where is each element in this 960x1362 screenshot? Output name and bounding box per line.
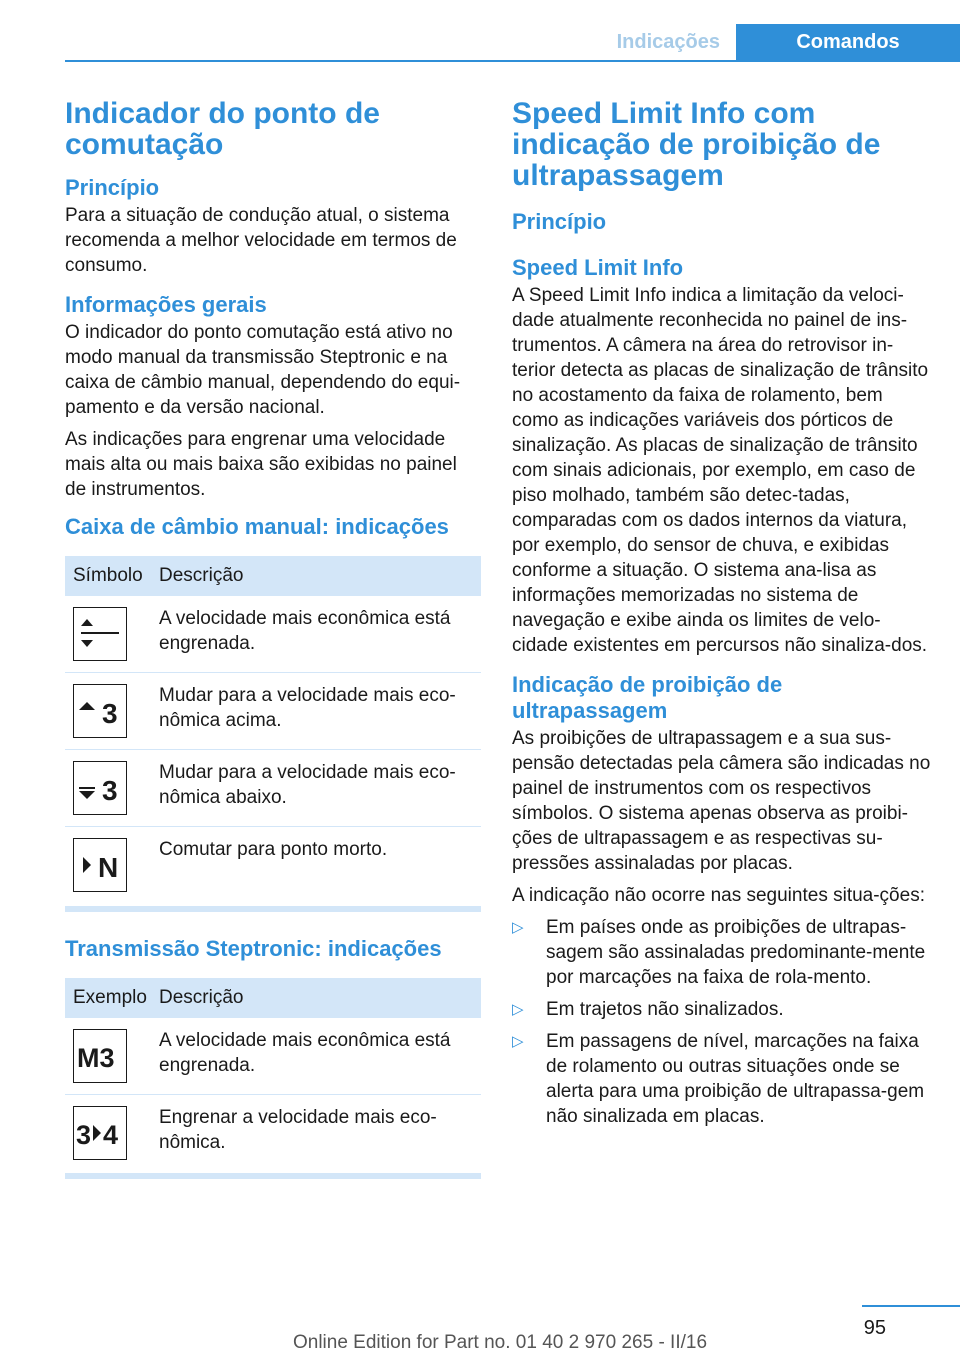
section-title-shift-indicator: Indicador do ponto de comutação xyxy=(65,97,380,161)
shift-up-3-icon xyxy=(73,684,127,738)
svg-text:4: 4 xyxy=(103,1119,119,1150)
svg-text:3: 3 xyxy=(76,1119,92,1150)
column-header-symbol: Símbolo xyxy=(65,556,151,596)
m3-icon xyxy=(73,1029,127,1083)
manual-gearbox-table xyxy=(65,556,481,912)
heading-principio: Princípio xyxy=(65,175,160,200)
proibicao-paragraph-2: A indicação não ocorre nas seguintes situa-ções: xyxy=(512,885,925,906)
steptronic-table xyxy=(65,978,481,1180)
situations-list xyxy=(512,915,932,1129)
column-header-description: Descrição xyxy=(151,978,481,1018)
proibicao-paragraph-1: As proibições de ultrapassagem e a sua sus-pensão detectadas pela câmera são indicadas no painel de instrumentos com os respectivos símbolos. O sistema apenas observa as proibi-ções de ultrapassagem e as respectivas su-pressões assinaladas por placas. xyxy=(512,728,931,874)
table-header-row xyxy=(65,556,481,596)
svg-text:N: N xyxy=(98,852,119,882)
row-description: Engrenar a velocidade mais eco-nômica. xyxy=(151,1094,481,1176)
column-header-example: Exemplo xyxy=(65,978,151,1018)
row-description: A velocidade mais econômica está engrenada. xyxy=(151,596,481,673)
table-row xyxy=(65,1018,481,1095)
list-item xyxy=(512,997,932,1022)
heading-principio-right: Princípio xyxy=(512,209,607,234)
info-paragraph-2: As indicações para engrenar uma velocidade mais alta ou mais baixa são exibidas no painel de instrumentos. xyxy=(65,429,457,500)
bullet-triangle-icon: ▷ xyxy=(512,1001,524,1018)
table-row xyxy=(65,827,481,909)
footer-rule xyxy=(862,1305,960,1307)
column-header-description: Descrição xyxy=(151,556,481,596)
left-column xyxy=(65,98,481,1179)
shift-down-3-icon xyxy=(73,761,127,815)
list-item-text: Em países onde as proibições de ultrapas-sagem são assinaladas predominante-mente por marcações na faixa de rola-mento. xyxy=(546,917,926,988)
heading-info-gerais: Informações gerais xyxy=(65,292,267,317)
page-number: 95 xyxy=(863,1317,886,1339)
table-header-row xyxy=(65,978,481,1018)
heading-proibicao: Indicação de proibição de ultrapassagem xyxy=(512,672,783,723)
table-row xyxy=(65,673,481,750)
neutral-n-icon xyxy=(73,838,127,892)
svg-text:3: 3 xyxy=(102,698,118,728)
heading-speed-limit-info: Speed Limit Info xyxy=(512,255,684,280)
bullet-triangle-icon: ▷ xyxy=(512,919,524,936)
principio-text: Para a situação de condução atual, o sistema recomenda a melhor velocidade em termos de consumo. xyxy=(65,205,457,276)
row-description: Mudar para a velocidade mais eco-nômica acima. xyxy=(151,673,481,750)
heading-manual-gearbox: Caixa de câmbio manual: indicações xyxy=(65,514,449,539)
optimal-gear-icon xyxy=(73,607,127,661)
tab-comandos[interactable]: Comandos xyxy=(736,24,960,60)
section-title-speed-limit-info: Speed Limit Info com indicação de proibição de ultrapassagem xyxy=(512,97,881,192)
tab-indicacoes[interactable]: Indicações xyxy=(616,31,720,53)
table-row xyxy=(65,1094,481,1176)
row-description: A velocidade mais econômica está engrenada. xyxy=(151,1018,481,1095)
bullet-triangle-icon: ▷ xyxy=(512,1033,524,1050)
row-description: Mudar para a velocidade mais eco-nômica abaixo. xyxy=(151,750,481,827)
list-item xyxy=(512,1029,932,1129)
table-row xyxy=(65,750,481,827)
list-item xyxy=(512,915,932,990)
right-column xyxy=(512,98,932,1136)
speed-limit-info-text: A Speed Limit Info indica a limitação da veloci-dade atualmente reconhecida no painel de ins-trumentos. A câmera na área do retrovisor in-terior detecta as placas de sinalização de trânsito no acostamento da faixa de rolamento, bem como as indicações variáveis dos pórticos de sinalização. As placas de sinalização de trânsito com sinais adicionais, por exemplo, em caso de piso molhado, também são detec-tadas, comparadas com os dados internos da viatura, por exemplo, do sensor de chuva, e exibidas conforme a situação. O sistema ana-lisa as informações memorizadas no sistema de navegação e exibe ainda os limites de velo-cidade existentes em percursos não sinaliza-dos. xyxy=(512,285,929,656)
heading-steptronic: Transmissão Steptronic: indicações xyxy=(65,935,442,961)
svg-text:3: 3 xyxy=(102,775,118,805)
footer-edition: Online Edition for Part no. 01 40 2 970 265 - II/16 xyxy=(292,1332,708,1353)
row-description: Comutar para ponto morto. xyxy=(151,827,481,909)
svg-text:M3: M3 xyxy=(77,1042,115,1073)
3-to-4-icon xyxy=(73,1106,127,1160)
list-item-text: Em passagens de nível, marcações na faixa de rolamento ou outras situações onde se alerta para uma proibição de ultrapassa-gem não sinalizada em placas. xyxy=(546,1031,925,1127)
header-bar xyxy=(65,24,960,62)
table-row xyxy=(65,596,481,673)
list-item-text: Em trajetos não sinalizados. xyxy=(546,999,784,1020)
info-paragraph-1: O indicador do ponto comutação está ativo no modo manual da transmissão Steptronic e na caixa de câmbio manual, dependendo do equi-pamento e da versão nacional. xyxy=(65,322,461,418)
